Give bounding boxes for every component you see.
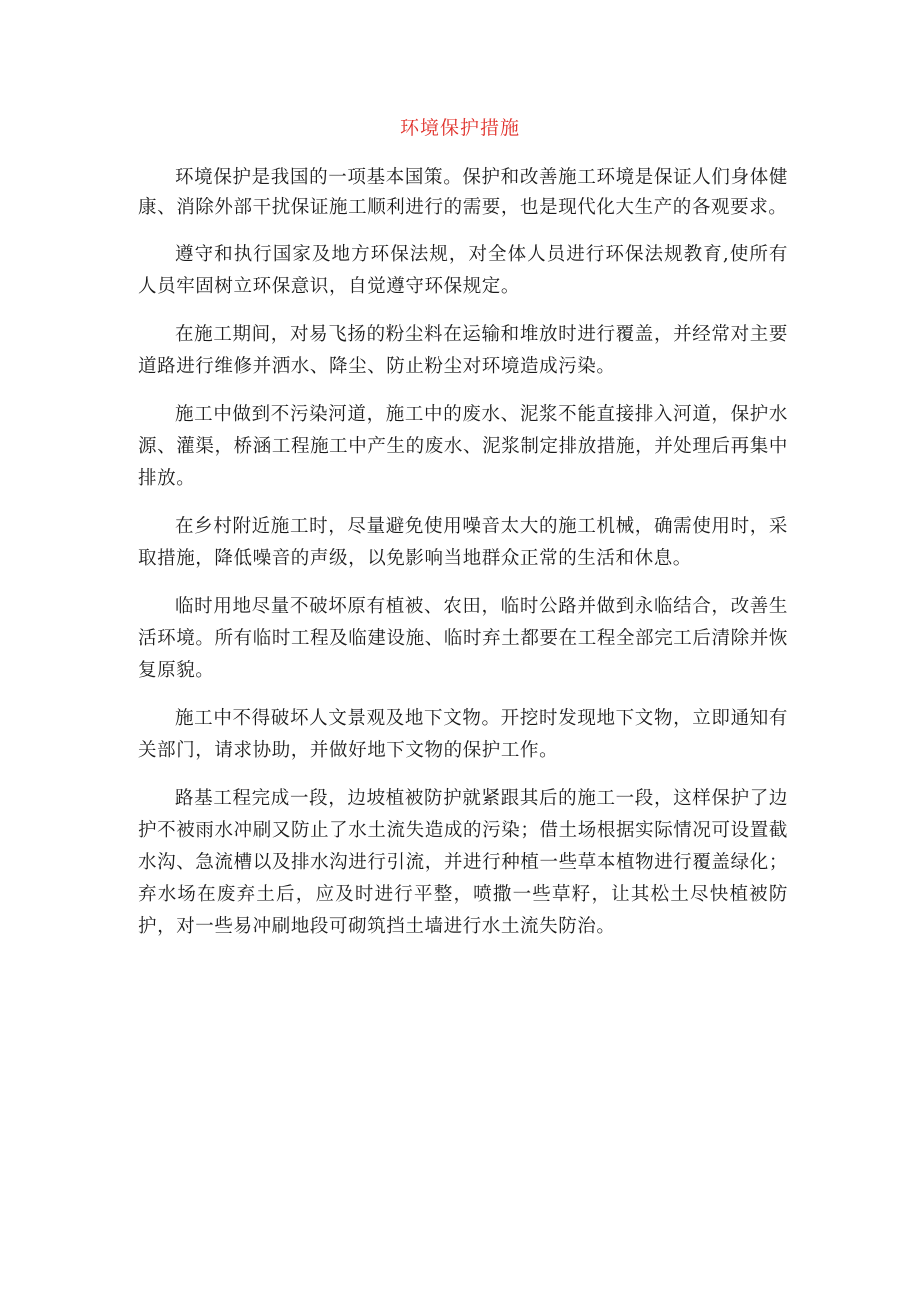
paragraph-7: 施工中不得破坏人文景观及地下文物。开挖时发现地下文物，立即通知有关部门，请求协助，并做好地下文物的保护工作。 (138, 708, 788, 761)
paragraph-3: 在施工期间，对易飞扬的粉尘料在运输和堆放时进行覆盖，并经常对主要道路进行维修并洒水、降尘、防止粉尘对环境造成污染。 (138, 324, 788, 377)
paragraph-4: 施工中做到不污染河道，施工中的废水、泥浆不能直接排入河道，保护水源、灌渠，桥涵工程施工中产生的废水、泥浆制定排放措施，并处理后再集中排放。 (138, 404, 788, 489)
paragraph-5: 在乡村附近施工时，尽量避免使用噪音太大的施工机械，确需使用时，采取措施，降低噪音的声级，以免影响当地群众正常的生活和休息。 (138, 516, 788, 569)
paragraph-6: 临时用地尽量不破坏原有植被、农田，临时公路并做到永临结合，改善生活环境。所有临时工程及临建设施、临时弃土都要在工程全部完工后清除并恢复原貌。 (138, 596, 788, 681)
paragraph-8: 路基工程完成一段，边坡植被防护就紧跟其后的施工一段，这样保护了边护不被雨水冲刷又防止了水土流失造成的污染；借土场根据实际情况可设置截水沟、急流槽以及排水沟进行引流，并进行种植一些草本植物进行覆盖绿化；弃水场在废弃土后，应及时进行平整，喷撒一些草籽，让其松土尽快植被防护，对一些易冲刷地段可砌筑挡土墙进行水土流失防治。 (138, 788, 788, 937)
paragraph-1: 环境保护是我国的一项基本国策。保护和改善施工环境是保证人们身体健康、消除外部干扰保证施工顺利进行的需要，也是现代化大生产的各观要求。 (138, 167, 788, 218)
paragraph-2: 遵守和执行国家及地方环保法规，对全体人员进行环保法规教育,使所有人员牢固树立环保意识，自觉遵守环保规定。 (138, 244, 788, 297)
document-body (138, 163, 788, 959)
document-title: 环境保护措施 (399, 117, 520, 139)
